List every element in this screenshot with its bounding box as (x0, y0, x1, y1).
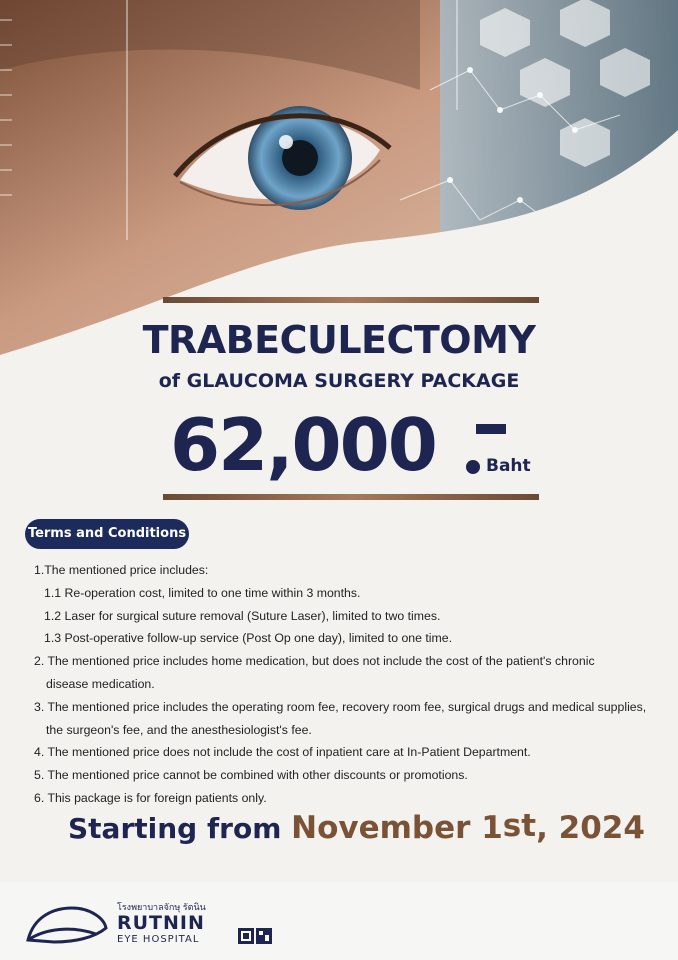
terms-line: the surgeon's fee, and the anesthesiologist's fee. (46, 722, 312, 737)
terms-line: 2. The mentioned price includes home medication, but does not include the cost of the patient's chronic (34, 654, 595, 669)
package-subtitle: of GLAUCOMA SURGERY PACKAGE (158, 370, 520, 392)
start-date (68, 808, 645, 858)
eye-illustration (0, 0, 678, 360)
terms-line: 6. This package is for foreign patients only. (34, 790, 267, 805)
start-date-main: November 1 (291, 810, 503, 846)
bottom-divider (163, 494, 539, 500)
qr-icon (238, 928, 272, 944)
price-block (170, 400, 531, 490)
hospital-brand: RUTNIN (117, 912, 205, 934)
terms-line: 1.1 Re-operation cost, limited to one time within 3 months. (44, 585, 361, 600)
price-dot (466, 460, 480, 474)
top-divider (163, 297, 539, 303)
start-year: , 2024 (536, 810, 645, 846)
price-dash (476, 424, 506, 434)
hospital-thai-name: โรงพยาบาลจักษุ รัตนิน (117, 902, 206, 912)
start-date-suffix: st (502, 808, 537, 844)
package-title: TRABECULECTOMY (142, 318, 536, 362)
terms-line: 1.3 Post-operative follow-up service (Post Op one day), limited to one time. (44, 631, 453, 646)
start-prefix: Starting from (68, 812, 282, 845)
terms-line: 1.2 Laser for surgical suture removal (Suture Laser), limited to two times. (44, 608, 441, 623)
hospital-logo-icon (24, 904, 110, 946)
hero-image (0, 0, 678, 360)
price-currency: Baht (486, 456, 531, 476)
terms-line: 4. The mentioned price does not include the cost of inpatient care at In-Patient Department. (34, 745, 531, 760)
terms-line: 5. The mentioned price cannot be combined with other discounts or promotions. (34, 768, 468, 783)
terms-list (34, 559, 664, 810)
terms-line: 1.The mentioned price includes: (34, 563, 209, 577)
terms-badge: Terms and Conditions (25, 519, 189, 549)
terms-line: 3. The mentioned price includes the operating room fee, recovery room fee, surgical drugs and medical supplies, (34, 699, 647, 714)
hospital-brand-sub: EYE HOSPITAL (117, 934, 200, 945)
terms-line: disease medication. (46, 676, 155, 691)
price-value: 62,000 (170, 403, 436, 487)
